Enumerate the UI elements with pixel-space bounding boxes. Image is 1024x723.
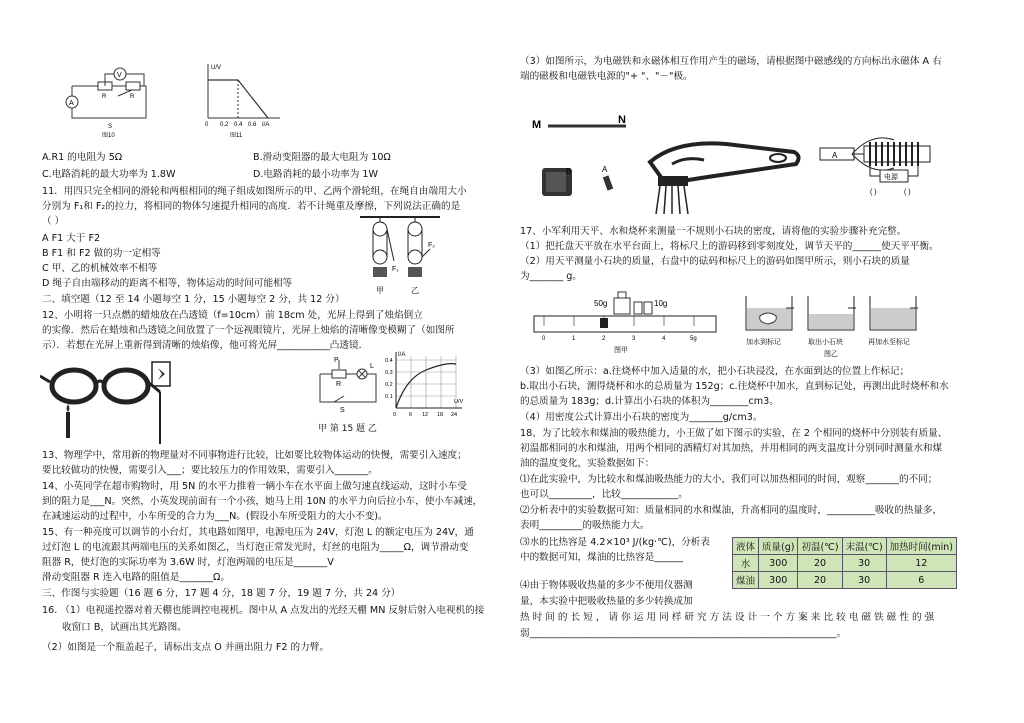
svg-text:0: 0 [542,336,546,342]
svg-text:1: 1 [572,336,576,342]
q12-line-1: 12、小明将一只点燃的蜡烛放在凸透镜（f=10cm）前 18cm 处，光屏上得到了烛焰倒立 [42,310,423,321]
svg-text:U/V: U/V [454,399,464,405]
svg-text:V: V [117,72,122,79]
svg-text:0.3: 0.3 [385,370,393,376]
q16-part3-line-2: 端的磁极和电磁铁电源的"+ "、"－"极。 [520,71,693,82]
svg-text:B: B [566,167,572,176]
svg-text:( ): ( ) [870,189,877,196]
svg-text:0: 0 [393,412,397,418]
svg-text:5g: 5g [690,336,697,342]
svg-text:0.4: 0.4 [385,358,393,364]
svg-text:F₁: F₁ [392,266,399,273]
table-cell: 水 [733,555,759,572]
q11-line-2: 分别为 F₁和 F₂的拉力，将相同的物体匀速提升相同的高度．若不计绳重及摩擦，下列说法正确的是 [42,201,461,212]
svg-text:3: 3 [632,336,636,342]
q11-line-3: （ ） [42,216,65,227]
q16-line-3: （2）如图是一个瓶盖起子，请标出支点 O 并画出阻力 F2 的力臂。 [42,642,329,653]
svg-text:A: A [69,100,74,107]
svg-text:0.2: 0.2 [220,122,229,128]
svg-text:甲: 甲 [376,286,384,295]
svg-text:12: 12 [422,412,429,418]
bottle-opener-figure [646,122,806,216]
table-cell: 300 [759,572,798,589]
q15-line-2: 过灯泡 L 的电流跟其两端电压的关系如图乙，当灯泡正常发光时，灯丝的电阻为_____Ω，调节滑动变 [42,542,469,553]
section-3-heading: 三、作图与实验题（16 题 6 分，17 题 4 分，18 题 7 分，19 题 7 分，共 24 分） [42,588,401,599]
balance-figure [530,286,720,356]
pulley-figure [360,215,440,297]
svg-text:A: A [602,165,608,174]
svg-text:10g: 10g [654,299,668,308]
glasses-candle-figure [40,356,190,444]
figure-15-graph [384,350,466,420]
q12-line-3: 示）．若想在光屏上重新得到清晰的烛焰像，他可将光屏___________凸透镜． [42,340,369,351]
svg-text:取出小石块: 取出小石块 [808,339,843,346]
q14-line-1: 14、小英同学在超市购物时，用 5N 的水平力推着一辆小车在水平面上做匀速直线运动，这时小车受 [42,481,467,492]
svg-text:电源: 电源 [884,174,898,181]
figure-11-graph [196,60,286,140]
q18-line-9: 中的数据可知，煤油的比热容是______ [520,552,684,563]
svg-text:乙: 乙 [411,286,419,295]
ceiling-mn-figure [530,112,640,202]
svg-text:2: 2 [602,336,606,342]
svg-text:( ): ( ) [904,189,911,196]
svg-text:4: 4 [662,336,666,342]
q18-line-12: 热 时 间 的 长 短 ， 请 你 运 用 同 样 研 究 方 法 设 计 一 个 方 案 来 比 较 电 磁 铁 磁 性 的 强 [520,612,935,623]
table-cell: 30 [842,572,886,589]
q18-line-3: 油的温度变化，实验数据如下： [520,458,655,469]
q17-line-6: b.取出小石块，测得烧杯和水的总质量为 152g；c.往烧杯中加水，直到标记处，再测出此时烧杯和水 [520,381,949,392]
svg-text:R: R [336,381,342,388]
svg-text:0.1: 0.1 [385,394,393,400]
beakers-figure [738,290,938,360]
q17-line-8: （4）用密度公式计算出小石块的密度为_______g/cm3。 [520,412,763,423]
svg-text:U/V: U/V [211,65,222,71]
svg-text:18: 18 [437,412,444,418]
svg-text:S: S [108,124,113,130]
q18-line-5: 也可以_________，比较____________。 [520,489,688,500]
table-cell: 12 [886,555,956,572]
q17-line-3: （2）用天平测量小石块的质量，右盘中的砝码和标尺上的游码如图甲所示，则小石块的质量 [520,256,910,267]
table-row [733,555,957,572]
table-cell: 20 [798,555,842,572]
svg-text:50g: 50g [594,299,608,308]
q12-line-2: 的实像．然后在蜡烛和凸透镜之间放置了一个远视眼镜片，光屏上烛焰的清晰像变模糊了（如图所 [42,325,455,336]
electromagnet-figure [812,132,962,204]
table-row [733,572,957,589]
svg-text:N: N [618,114,626,126]
svg-text:0: 0 [205,122,209,128]
q11-option-c: C 甲、乙的机械效率不相等 [42,263,158,274]
table-header: 初温(℃) [798,538,842,555]
svg-text:S: S [340,407,345,414]
q15-line-4: 滑动变阻器 R 连入电路的阻值是_______Ω。 [42,572,230,583]
table-header: 加热时间(min) [886,538,956,555]
q18-line-8: ⑶水的比热容是 4.2×10³ J/(kg·℃)，分析表 [520,537,710,548]
svg-text:L: L [370,363,374,370]
figure-yi-label: 图乙 [824,351,838,358]
q17-line-5: （3）如图乙所示：a.往烧杯中加入适量的水，把小石块浸没，在水面到达的位置上作标记； [520,366,910,377]
svg-text:M: M [532,119,542,131]
q16-line-2: 收窗口 B，试画出其光路图。 [62,622,187,633]
table-cell: 6 [886,572,956,589]
table-cell: 煤油 [733,572,759,589]
section-2-heading: 二、填空题（12 至 14 小题每空 1 分，15 小题每空 2 分，共 12 分） [42,294,345,305]
q18-line-10: ⑷由于物体吸收热量的多少不便用仪器测 [520,580,693,591]
svg-text:0.2: 0.2 [385,382,393,388]
q18-line-7: 表明_________的吸热能力大。 [520,520,650,531]
svg-text:A: A [832,151,838,160]
svg-text:R: R [130,94,135,100]
q18-line-2: 初温都相同的水和煤油，用两个相同的酒精灯对其加热，并用相同的两支温度计分别同时测量水和煤 [520,443,943,454]
q18-line-1: 18、为了比较水和煤油的吸热能力，小王做了如下图示的实验，在 2 个相同的烧杯中分别装有质量、 [520,428,948,439]
svg-text:加水到标记: 加水到标记 [746,339,781,346]
figure-15-caption: 甲 第 15 题 乙 [318,424,377,434]
table-header-row [733,538,957,555]
q10-option-c: C.电路消耗的最大功率为 1.8W [42,169,176,180]
figure-10-label: 图10 [102,133,115,138]
q11-option-b: B F1 和 F2 做的功一定相等 [42,248,161,259]
q16-line-1: 16. （1）电视遥控器对着天棚也能调控电视机。图中从 A 点发出的光经天棚 MN 反射后射入电视机的接 [42,605,485,616]
table-cell: 30 [842,555,886,572]
table-cell: 300 [759,555,798,572]
q14-line-2: 到的阻力是___N。突然，小英发现前面有一个小孩，她马上用 10N 的水平力向后拉小车，使小车减速， [42,496,483,507]
q13-line-1: 13、物理学中，常用新的物理量对不同事物进行比较，比如要比较物体运动的快慢，需要引入速度； [42,450,467,461]
figure-10-circuit [62,60,154,138]
q15-line-3: 阻器 R，使灯泡的实际功率为 3.6W 时，灯泡两端的电压是_______V [42,557,334,568]
q16-part3-line-1: （3）如图所示，为电磁铁和永磁体相互作用产生的磁场，请根据图中磁感线的方向标出永磁体 A 右 [520,56,942,67]
data-table [732,537,957,589]
q10-option-d: D.电路消耗的最小功率为 1W [253,169,379,180]
figure-jia-label: 图甲 [614,347,628,354]
q18-line-6: ⑵分析表中的实验数据可知：质量相同的水和煤油，升高相同的温度时，__________吸收的热量多， [520,505,943,516]
svg-text:24: 24 [451,412,458,418]
svg-text:P: P [334,357,339,364]
figure-11-label: 图11 [230,133,243,139]
table-header: 质量(g) [759,538,798,555]
figure-15-circuit [314,356,384,414]
table-cell: 20 [798,572,842,589]
svg-text:I/A: I/A [262,122,270,128]
svg-text:0.4: 0.4 [234,122,243,128]
svg-text:I/A: I/A [398,352,406,358]
q10-option-a: A.R1 的电阻为 5Ω [42,152,123,163]
svg-text:0.6: 0.6 [248,122,257,128]
svg-text:R: R [102,94,107,100]
q18-line-11: 量，本实验中把吸收热量的多少转换成加 [520,596,693,607]
q17-line-2: （1）把托盘天平放在水平台面上，将标尺上的游码移到零刻度处，调节天平的______使天平平衡。 [520,241,939,252]
table-header: 末温(℃) [842,538,886,555]
q11-option-a: A F1 大于 F2 [42,233,101,244]
q18-line-4: ⑴在此实验中，为比较水和煤油吸热能力的大小，我们可以加热相同的时间，观察_______的不同； [520,474,938,485]
q11-line-1: 11．用四只完全相同的滑轮和两根相同的绳子组成如图所示的甲、乙两个滑轮组，在绳自由端用大小 [42,186,467,197]
q17-line-7: 的总质量为 183g；d.计算出小石块的体积为________cm3。 [520,396,779,407]
q17-line-1: 17、小军利用天平、水和烧杯来测量一不规则小石块的密度，请将他的实验步骤补充完整。 [520,226,907,237]
svg-text:再加水至标记: 再加水至标记 [868,339,910,346]
q18-line-13: 弱________________________________________________________________。 [520,628,847,639]
q15-line-1: 15、有一种亮度可以调节的小台灯，其电路如图甲，电源电压为 24V，灯泡 L 的额定电压为 24V，通 [42,527,474,538]
q14-line-3: 在减速运动的过程中，小车所受的合力为___N。(假设小车所受阻力的大小不变)。 [42,511,388,522]
q17-line-4: 为_______ g。 [520,271,582,282]
q11-option-d: D 绳子自由端移动的距离不相等，物体运动的时间可能相等 [42,278,293,289]
q10-option-b: B.滑动变阻器的最大电阻为 10Ω [253,152,391,163]
svg-text:6: 6 [409,412,413,418]
q13-line-2: 要比较做功的快慢，需要引入___；要比较压力的作用效果，需要引入_______。 [42,465,378,476]
svg-text:F₂: F₂ [428,242,435,249]
table-header: 液体 [733,538,759,555]
